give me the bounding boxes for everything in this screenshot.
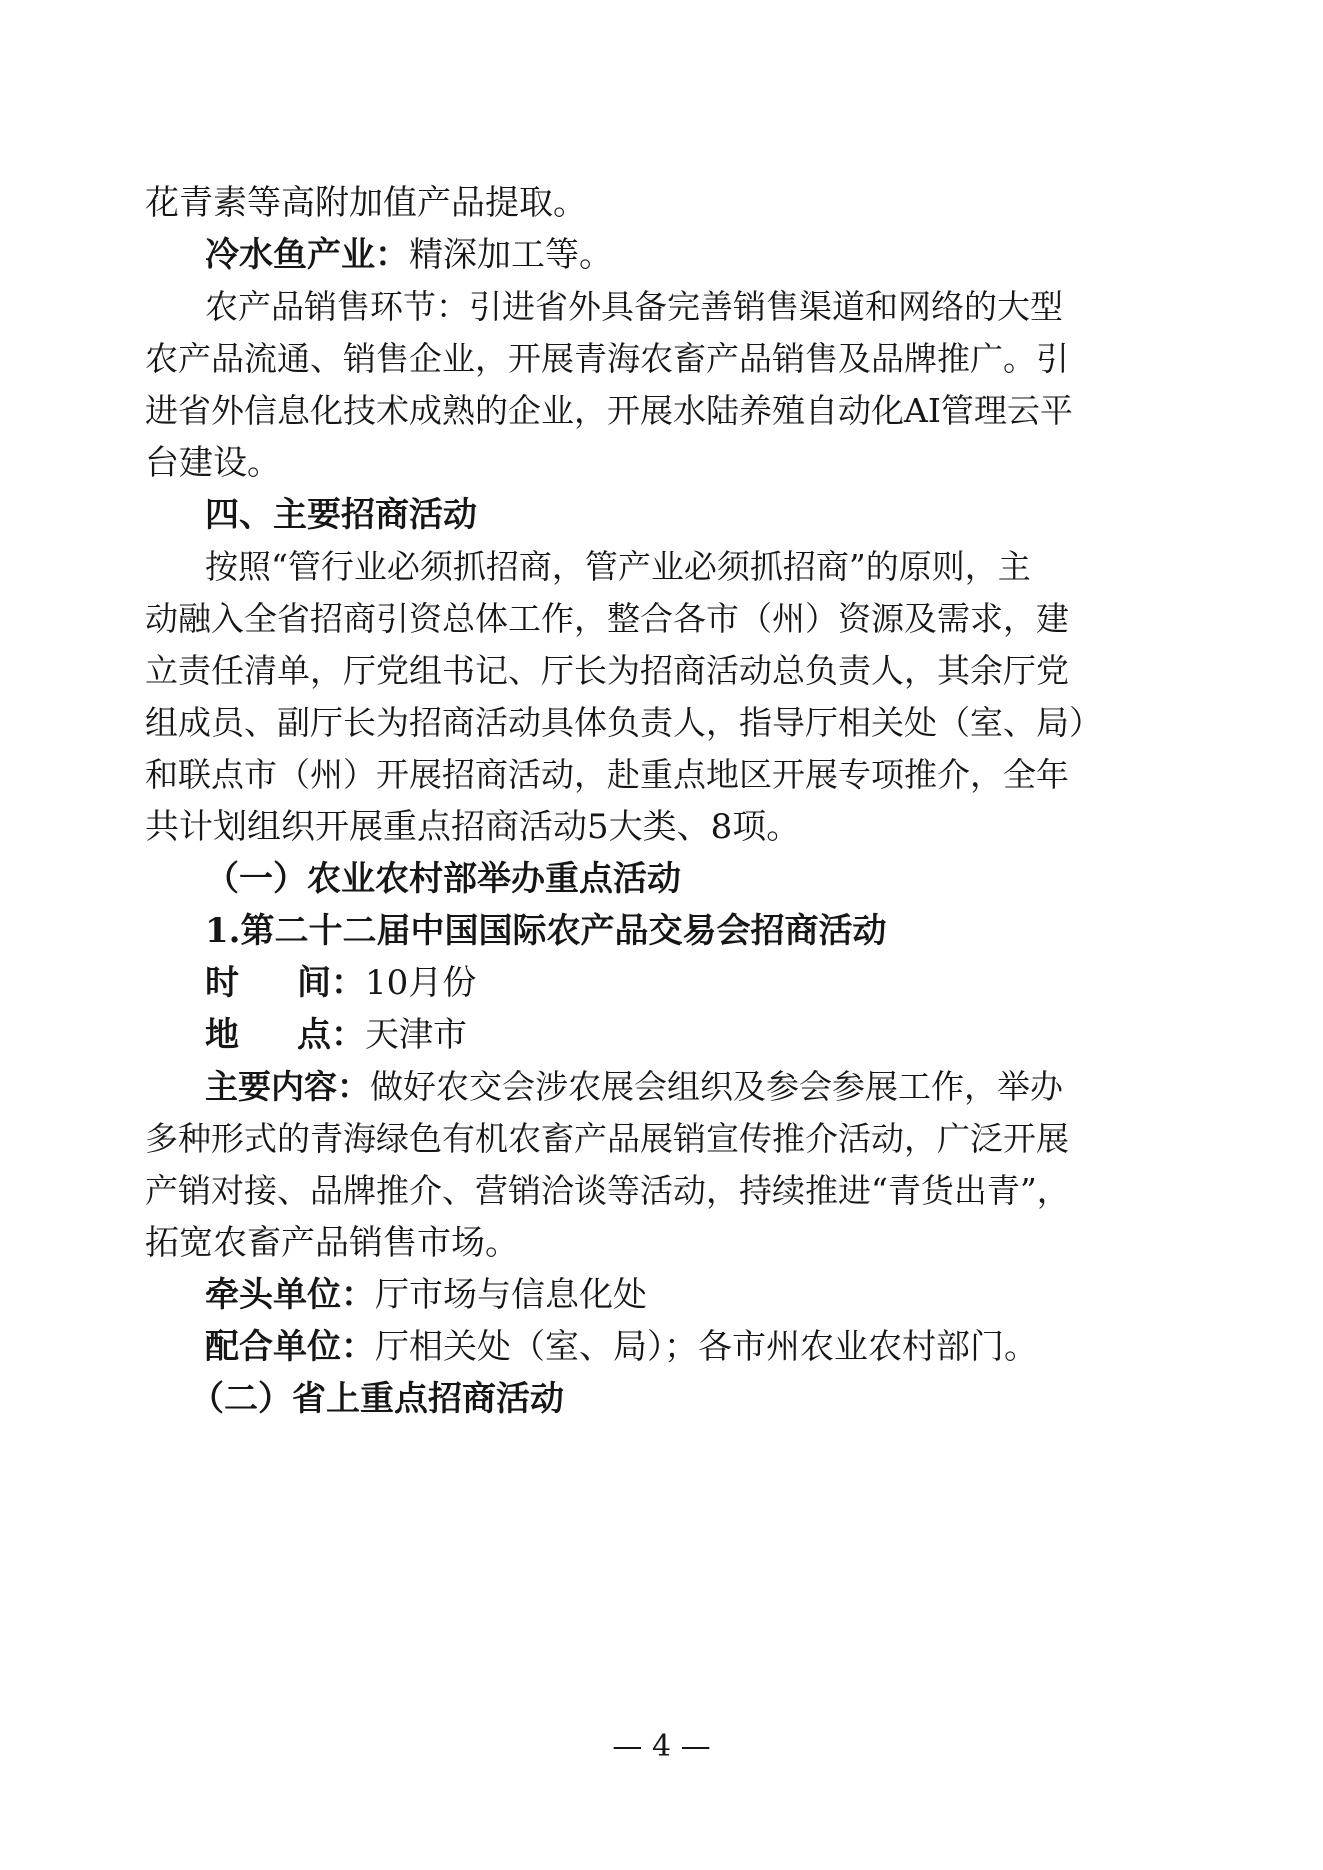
inline-label: 农产品销售环节： [205,287,469,326]
paragraph-line: 花青素等高附加值产品提取。 [145,183,587,223]
paragraph-line [205,1012,467,1058]
paragraph-line [205,284,1063,330]
paragraph-line: 组成员、副厅长为招商活动具体负责人，指导厅相关处（室、局） [145,703,1102,742]
inline-label: 点： [297,1015,365,1055]
section-heading: 四、主要招商活动 [205,495,477,535]
paragraph-line: 农产品流通、销售企业，开展青海农畜产品销售及品牌推广。引 [145,339,1069,378]
inline-text: 引进省外具备完善销售渠道和网络的大型 [469,287,1063,326]
paragraph-line: 进省外信息化技术成熟的企业，开展水陆养殖自动化AI管理云平 [145,391,1073,430]
paragraph-line [205,960,476,1006]
inline-text: 10月份 [365,963,477,1003]
inline-text: 精深加工等。 [409,235,613,275]
inline-text: 做好农交会涉农展会组织及参会参展工作，举办 [370,1067,1063,1106]
inline-label: 地 [205,1015,239,1055]
inline-label: 主要内容： [205,1067,370,1106]
paragraph-line: 台建设。 [145,443,281,483]
inline-text: 厅市场与信息化处 [375,1275,647,1315]
inline-text: 厅相关处（室、局）；各市州农业农村部门。 [375,1327,1038,1367]
subsection-heading: （一）农业农村部举办重点活动 [205,859,681,899]
inline-label: 时 [205,963,239,1003]
paragraph-line: 共计划组织开展重点招商活动5大类、8项。 [145,807,801,847]
paragraph-line: 动融入全省招商引资总体工作，整合各市（州）资源及需求，建 [145,599,1069,638]
paragraph-line: 立责任清单，厅党组书记、厅长为招商活动总负责人，其余厅党 [145,651,1069,690]
subsection-heading: （二）省上重点招商活动 [190,1379,564,1419]
paragraph-line: 和联点市（州）开展招商活动，赴重点地区开展专项推介，全年 [145,755,1069,794]
item-heading: 1.第二十二届中国国际农产品交易会招商活动 [205,911,887,951]
paragraph-line: 产销对接、品牌推介、营销洽谈等活动，持续推进“青货出青”， [145,1171,1070,1210]
inline-label: 间： [297,963,365,1003]
paragraph-line [205,1064,1063,1110]
paragraph-line [205,232,613,278]
inline-label: 配合单位： [205,1327,375,1367]
inline-label: 牵头单位： [205,1275,375,1315]
inline-label: 冷水鱼产业： [205,235,409,275]
paragraph-line [205,1324,1038,1370]
page-number: — 4 — [612,1729,711,1764]
inline-text: 天津市 [365,1015,467,1055]
paragraph-line: 拓宽农畜产品销售市场。 [145,1223,519,1263]
paragraph-line [205,1272,647,1318]
paragraph-line: 按照“管行业必须抓招商，管产业必须抓招商”的原则，主 [205,547,1031,586]
paragraph-line: 多种形式的青海绿色有机农畜产品展销宣传推介活动，广泛开展 [145,1119,1069,1158]
